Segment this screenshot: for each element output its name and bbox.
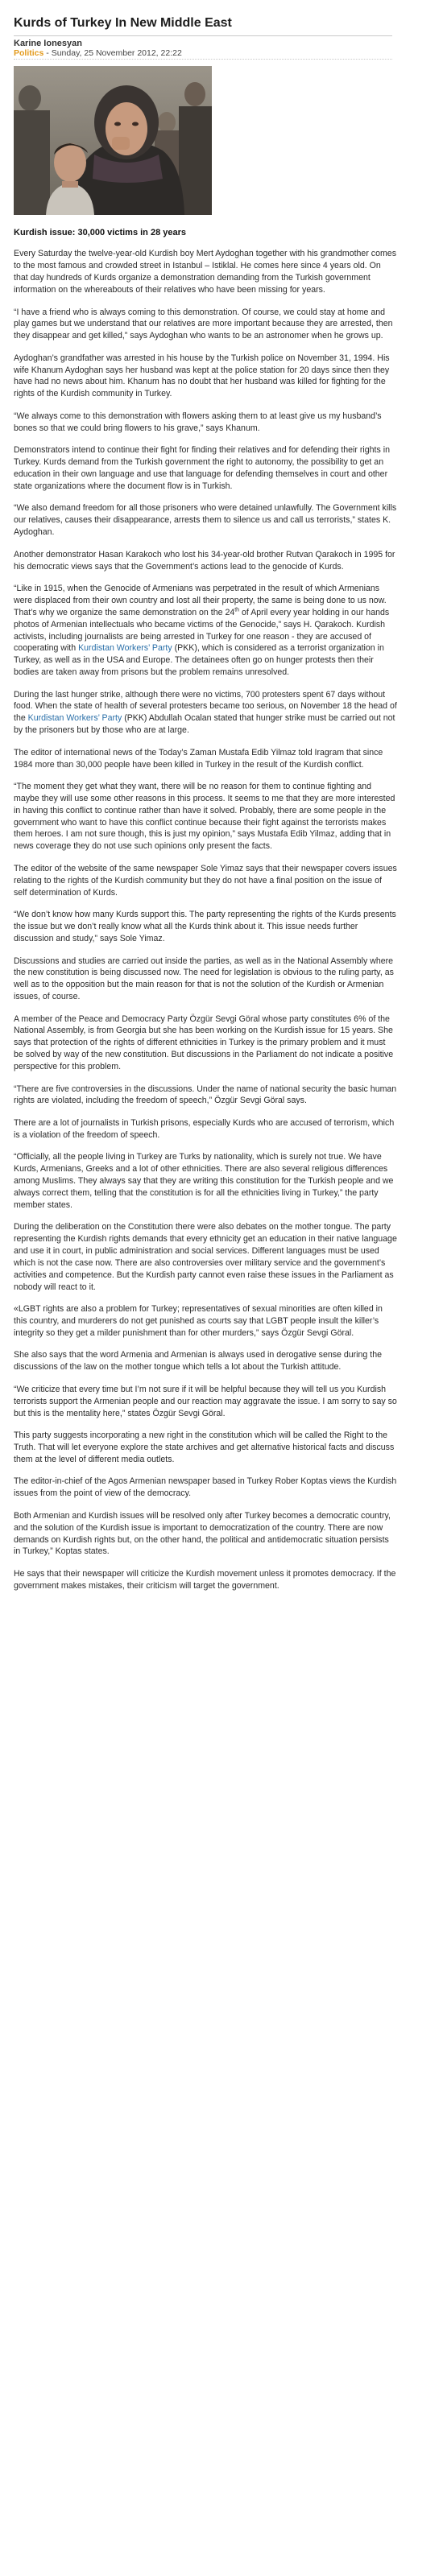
title-divider [14, 35, 392, 36]
article-photo [14, 66, 212, 215]
article-date: Sunday, 25 November 2012, 22:22 [51, 48, 182, 58]
pkk-link[interactable]: Kurdistan Workers’ Party [27, 713, 122, 724]
paragraph: “We always come to this demonstration with flowers asking them to at least give us my husband’s bones so that we could bring flowers to his grave,” says Khanum. [14, 411, 382, 433]
paragraph: “Officially, all the people living in Turkey are Turks by nationality, which is surely not true. We have Kurds, Armenians, Greeks and a lot of other ethnicities. There are also several religious differences among Muslims. They always say that they are writing this constitution for the Turkish people and we always correct them, telling that the constitution is for all the ethnicities living in Turkey,” the party member states. [14, 1152, 394, 1210]
paragraph: “I have a friend who is always coming to this demonstration. Of course, we could stay at home and play games but we understand that our relatives are more important because they are arrested, then they disappear and get killed,” says Aydoghan who wants to be an astronomer when he grows up. [14, 307, 393, 341]
article-title: Kurds of Turkey In New Middle East [14, 16, 232, 30]
paragraph: A member of the Peace and Democracy Party Özgür Sevgi Göral whose party constitutes 6% of the National Assembly, is from Georgia but she has been working on the Kurdish issue for 15 years. She says that protection of the rights of different ethnicities in Turkey is the primary problem and it must be solved by way of the new constitution. But discussions in the Parliament do not indicate a positive perspective for this problem. [14, 1013, 394, 1071]
article-subheading: Kurdish issue: 30,000 victims in 28 years [14, 228, 187, 237]
paragraph: Both Armenian and Kurdish issues will be resolved only after Turkey becomes a democratic country, and the solution of the Kurdish issue is important to democratization of the country. There are now demands on Kurdish rights but, on the other hand, the political and antidemocratic situation persists in Turkey,” Koptas states. [14, 1510, 391, 1557]
paragraph: The editor of the website of the same newspaper Sole Yimaz says that their newspaper covers issues relating to the rights of the Kurdish community but they do not have a final position on the issue of self determination of Kurds. [14, 863, 397, 898]
paragraph: “We criticize that every time but I’m not sure if it will be helpful because they will tell us you Kurdish terrorists support the Armenian people and our reaction may aggravate the issue. I am sorry to say so but this is the mentality here,” states Özgür Sevgi Göral. [14, 1384, 397, 1418]
paragraph [14, 689, 397, 737]
paragraph-text: During the last hunger strike, although there were no victims, 700 protesters spent 67 days without food. When the state of health of several protesters became too serious, on November 18 the head of the [14, 689, 397, 724]
paragraph: During the deliberation on the Constitution there were also debates on the mother tongue. The party representing the Kurdish rights demands that every ethnicity get an education in their native language and use it in court, in public administration and social services. Different languages must be used which is not the case now. There are also controversies over military service and the government’s activities and competence. But the Kurdish party cannot even raise these issues in the Parliament as nobody will react to it. [14, 1222, 397, 1292]
paragraph: Every Saturday the twelve-year-old Kurdish boy Mert Aydoghan together with his grandmother comes to the most famous and crowded street in Istanbul – Istiklal. He comes here since 4 years old. On that day hundreds of Kurds organize a demonstration demanding from the Turkish government information on the whereabouts of their relatives who have been missing for years. [14, 249, 397, 295]
paragraph: Aydoghan’s grandfather was arrested in his house by the Turkish police on November 31, 1994. His wife Khanum Aydoghan says her husband was kept at the police station for 20 days since then they have had no news about him. Khanum has no doubt that her husband was killed for fighting for the rights of the Kurdish community in Turkey. [14, 353, 390, 399]
paragraph: The editor of international news of the Today’s Zaman Mustafa Edib Yilmaz told Iragram that since 1984 more than 30,000 people have been killed in Turkey in the result of the Kurdish conflict. [14, 747, 383, 770]
paragraph [14, 583, 397, 679]
paragraph: The editor-in-chief of the Agos Armenian newspaper based in Turkey Rober Koptas views the Kurdish issues from the point of view of the democracy. [14, 1476, 397, 1499]
paragraph-text: “Like in 1915, when the Genocide of Armenians was perpetrated in the result of which Armenians were displaced from their own country and lost all their property, the same is being done to us now. That’s why we organize the same demonstration on the 24 [14, 584, 387, 617]
paragraph-text: (PKK), which is considered as a terrorist organization in Turkey, as well as in the USA and Europe. The detainees often go on hunger protests then their bodies are taken away from prisons but the problem remains unresolved. [14, 643, 384, 677]
article-meta [14, 48, 182, 58]
author-name[interactable]: Karine Ionesyan [14, 39, 82, 48]
demonstration-photo [14, 66, 212, 215]
paragraph: “There are five controversies in the discussions. Under the name of national security the basic human rights are violated, including the freedom of speech,” Özgür Sevgi Göral says. [14, 1084, 397, 1106]
paragraph: He says that their newspaper will criticize the Kurdish movement unless it promotes democracy. If the government makes mistakes, their criticism will target the government. [14, 1569, 396, 1591]
pkk-link[interactable]: Kurdistan Workers’ Party [78, 643, 172, 654]
meta-divider [14, 59, 392, 60]
paragraph: There are a lot of journalists in Turkish prisons, especially Kurds who are accused of terrorism, which is a violation of the freedom of speech. [14, 1118, 395, 1140]
paragraph: «LGBT rights are also a problem for Turkey; representatives of sexual minorities are often killed in this country, and murderers do not get punished as courts say that LGBT people insult the killer’s integrity so they get a milder punishment than for other murders,” says Özgür Sevgi Göral. [14, 1304, 383, 1338]
meta-separator: - [43, 48, 52, 58]
paragraph: “We also demand freedom for all those prisoners who were detained unlawfully. The Government kills our relatives, causes their disappearance, arrests them to silence us and call us terrorists,” states K. Aydoghan. [14, 503, 397, 538]
paragraph-text: of April every year holding in our hands photos of Armenian intellectuals who became victims of the Genocide,” says H. Qarakoch. Kurdish activists, including journalists are being arrested in Turkey for one reason - they are accused of cooperating with [14, 607, 390, 654]
paragraph: “The moment they get what they want, there will be no reason for them to continue fighting and maybe they will use some other reasons in this process. It seems to me that they are more interested in having this conflict to continue rather than have it solved. Probably, there are some people in the government who want to have this conflict continue because their fight against the terrorists makes them heroes. I am not sure though, this is just my opinion,” says Mustafa Edib Yilmaz, adding that in news coverage they do not use such opinions only present the facts. [14, 782, 395, 852]
paragraph: Discussions and studies are carried out inside the parties, as well as in the National Assembly where the new constitution is being discussed now. The need for legislation is obvious to the ruling party, as well as to the opposition but the main reason for that is not the solution of the Kurdish or Armenian issues, of course. [14, 956, 394, 1001]
paragraph: Another demonstrator Hasan Karakoch who lost his 34-year-old brother Rutvan Qarakoch in 1995 for his democratic views says that the Government’s actions lead to the genocide of Kurds. [14, 549, 395, 572]
article-body [14, 227, 397, 1602]
paragraph: “We don’t know how many Kurds support this. The party representing the rights of the Kurds presents the issue but we don’t really know what all the Kurds think about it. This issue needs further discussion and study,” says Sole Yimaz. [14, 910, 396, 943]
paragraph: She also says that the word Armenia and Armenian is always used in derogative sense during the discussions of the law on the mother tongue which tells a lot about the Turkish attitude. [14, 1350, 382, 1373]
paragraph: This party suggests incorporating a new right in the constitution which will be called the Right to the Truth. That will let everyone explore the state archives and get alternative historical facts and discuss them at the level of different media outlets. [14, 1430, 395, 1464]
paragraph: Demonstrators intend to continue their fight for finding their relatives and for defending their rights in Turkey. Kurds demand from the Turkish government the right to autonomy, the possibility to get an education in their own language and use that language for defending themselves in court and other state organizations where the document flow is in Turkish. [14, 445, 390, 491]
ordinal-suffix: th [234, 607, 240, 613]
paragraph-text: (PKK) Abdullah Ocalan stated that hunger strike must be carried out not by the prisoners but by those who are at large. [14, 713, 395, 736]
category-link[interactable]: Politics [14, 48, 44, 58]
